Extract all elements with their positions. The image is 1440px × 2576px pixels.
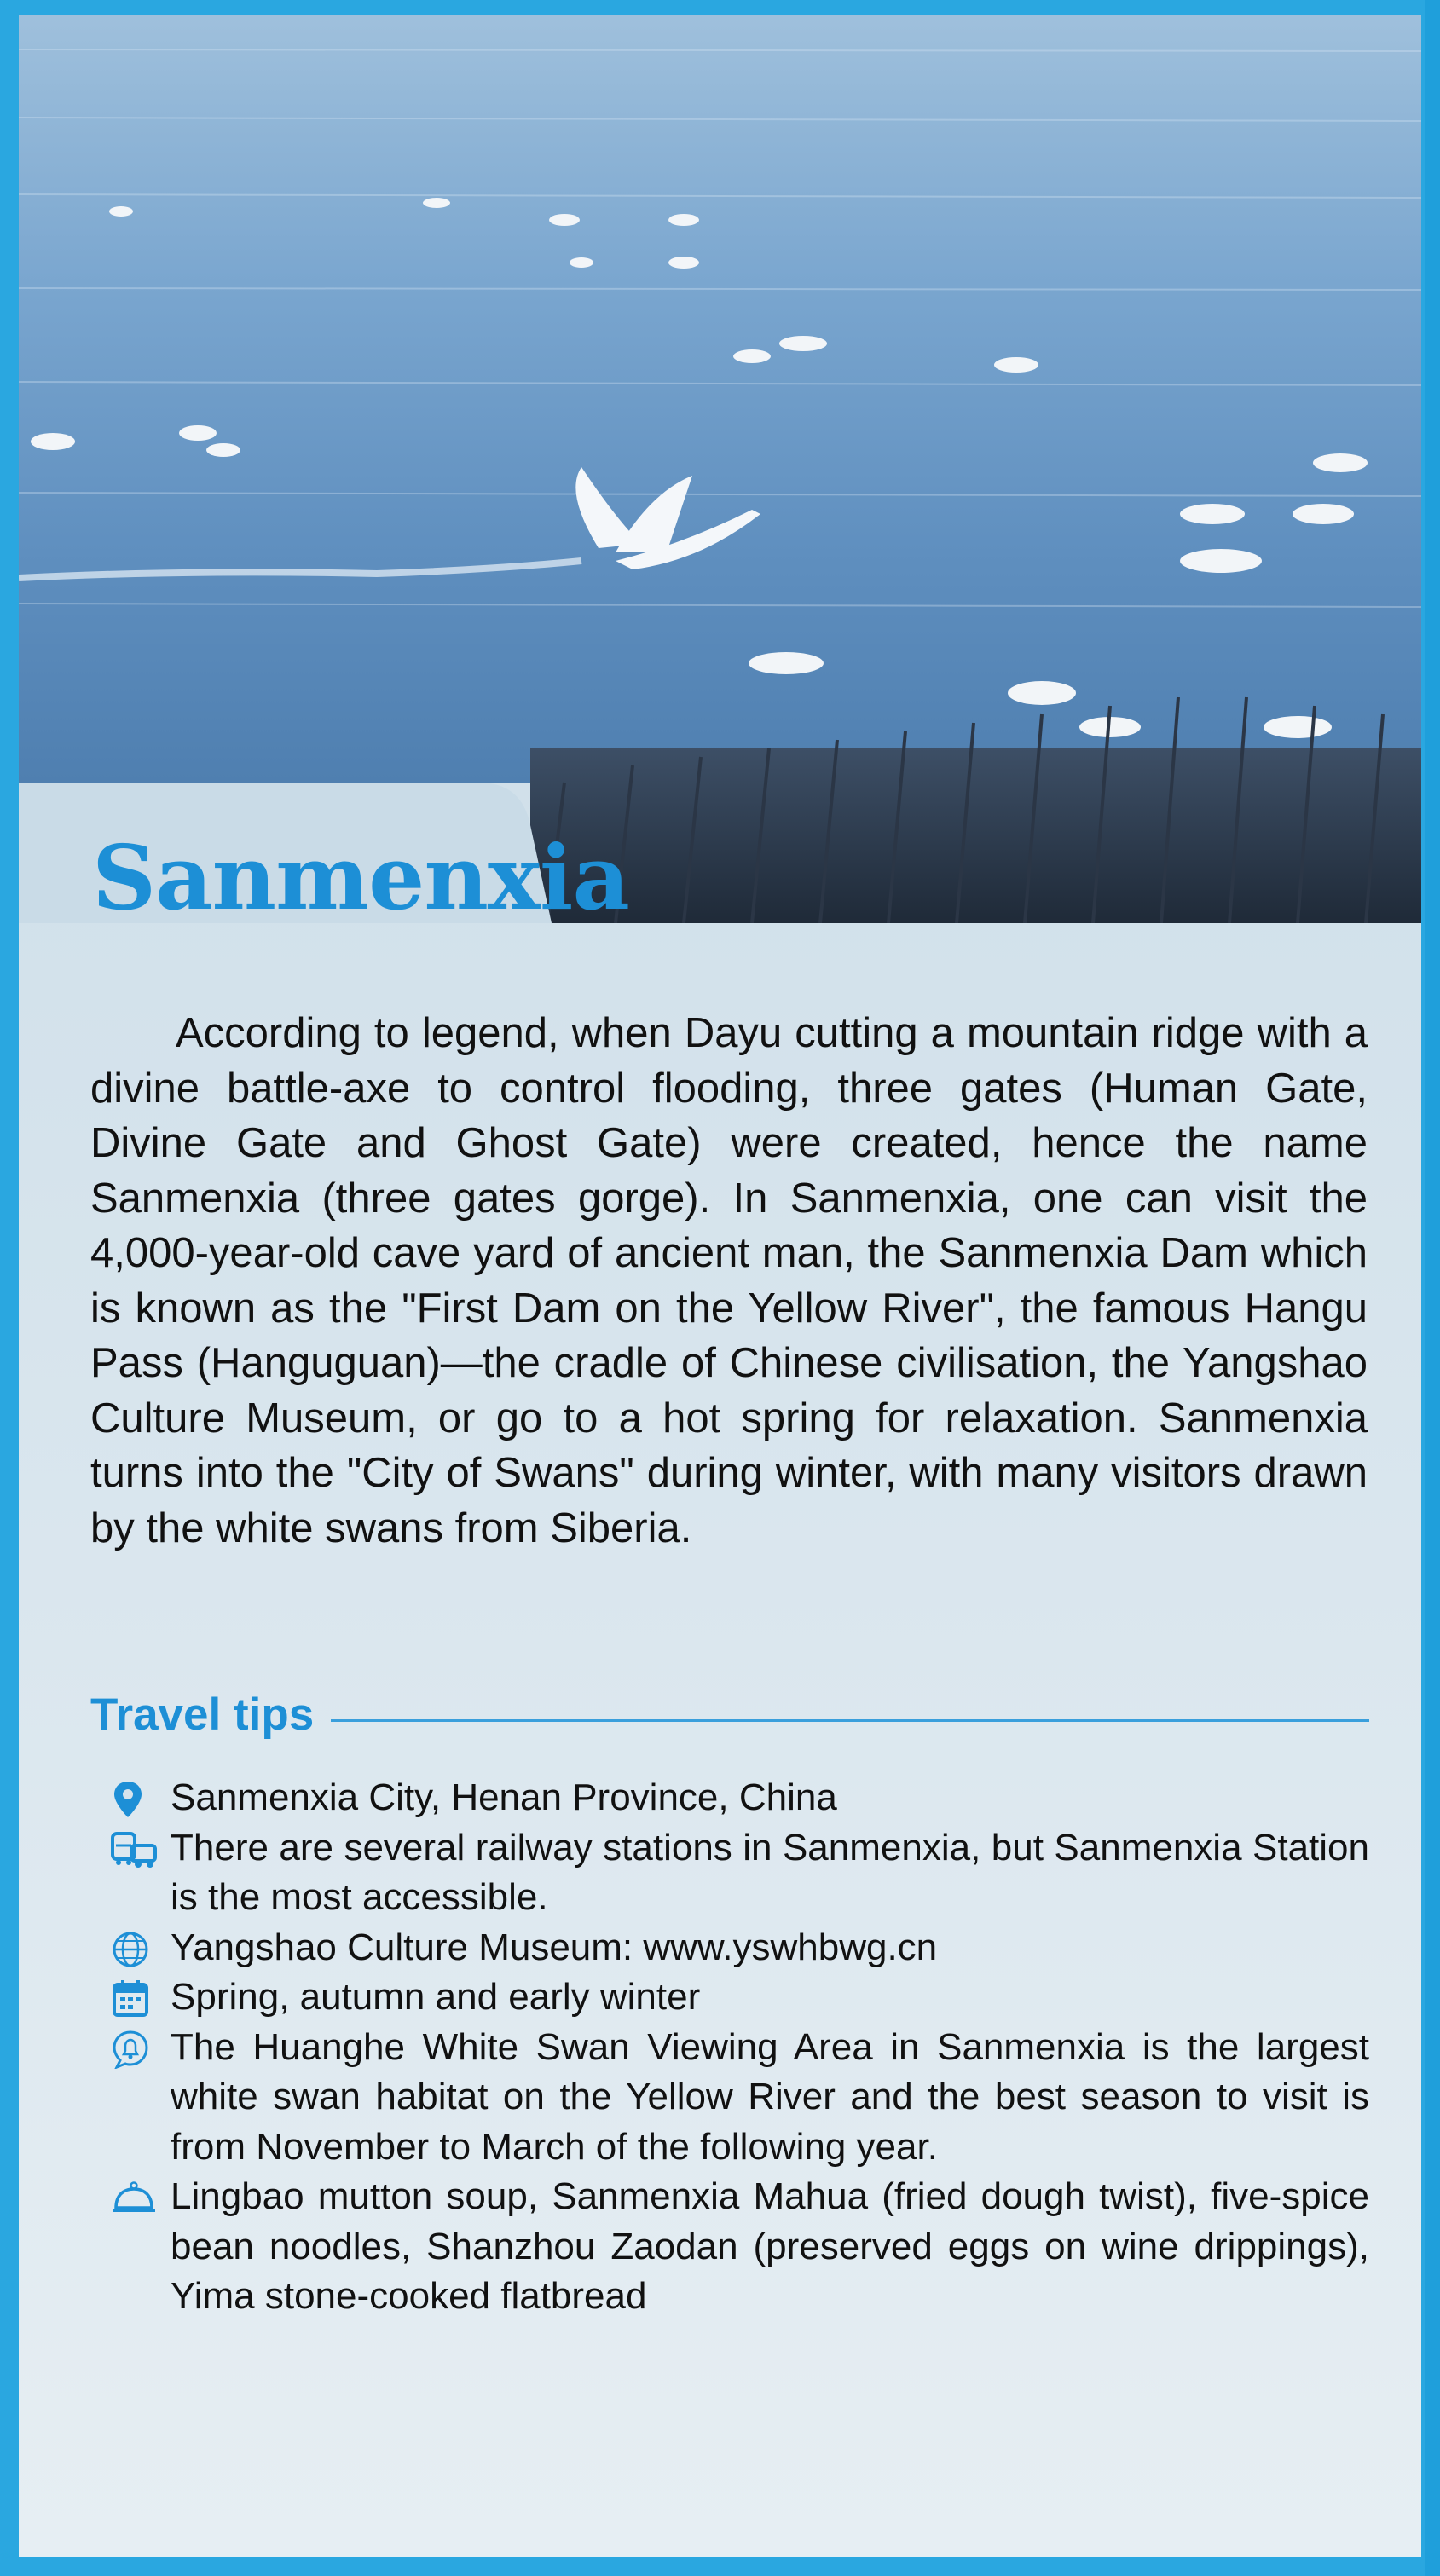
tip-text: Spring, autumn and early winter bbox=[171, 1976, 701, 2018]
tip-text: Yangshao Culture Museum: www.yswhbwg.cn bbox=[171, 1926, 938, 1968]
tip-item-location bbox=[111, 1773, 1369, 1823]
food-cloche-icon bbox=[111, 2179, 157, 2218]
tip-item-season bbox=[111, 1972, 1369, 2023]
intro-paragraph: According to legend, when Dayu cutting a mountain ridge with a divine battle-axe to control flooding, three gates (Human Gate, Divine Gate and Ghost Gate) were created, hence the name Sanmenxia (three gates gorge). In Sanmenxia, one can visit the 4,000-year-old cave yard of ancient man, the Sanmenxia Dam which is known as the "First Dam on the Yellow River", the famous Hangu Pass (Hanguguan)—the cradle of Chinese civilisation, the Yangshao Culture Museum, or go to a hot spring for relaxation. Sanmenxia turns into the "City of Swans" during winter, with many visitors drawn by the white swans from Siberia. bbox=[90, 1010, 1368, 1551]
tip-item-highlight bbox=[111, 2023, 1369, 2173]
heading-divider bbox=[331, 1719, 1369, 1722]
card bbox=[19, 15, 1421, 2557]
tip-text: The Huanghe White Swan Viewing Area in Sanmenxia is the largest white swan habitat on the Yellow River and the best season to visit is from November to March of the following year. bbox=[171, 2025, 1369, 2168]
tip-text: There are several railway stations in Sanmenxia, but Sanmenxia Station is the most accessible. bbox=[171, 1826, 1369, 1918]
travel-tips-heading: Travel tips bbox=[90, 1689, 315, 1740]
travel-tips-list bbox=[111, 1773, 1369, 2322]
tip-item-transport bbox=[111, 1823, 1369, 1923]
page-title: Sanmenxia bbox=[92, 825, 629, 930]
swan-lake-photo bbox=[19, 15, 1421, 923]
right-edge-stripe bbox=[1425, 0, 1440, 2576]
tip-text: Lingbao mutton soup, Sanmenxia Mahua (fried dough twist), five-spice bean noodles, Shanzhou Zaodan (preserved eggs on wine drippings), Yima stone-cooked flatbread bbox=[171, 2175, 1369, 2317]
tip-item-food bbox=[111, 2172, 1369, 2322]
tip-text: Sanmenxia City, Henan Province, China bbox=[171, 1776, 837, 1818]
bell-bubble-icon bbox=[111, 2030, 157, 2069]
train-bus-icon bbox=[111, 1830, 157, 1869]
location-pin-icon bbox=[111, 1780, 157, 1819]
travel-tips-header bbox=[90, 1684, 1369, 1744]
calendar-icon bbox=[111, 1979, 157, 2019]
tip-item-website bbox=[111, 1923, 1369, 1973]
globe-www-icon bbox=[111, 1930, 157, 1969]
